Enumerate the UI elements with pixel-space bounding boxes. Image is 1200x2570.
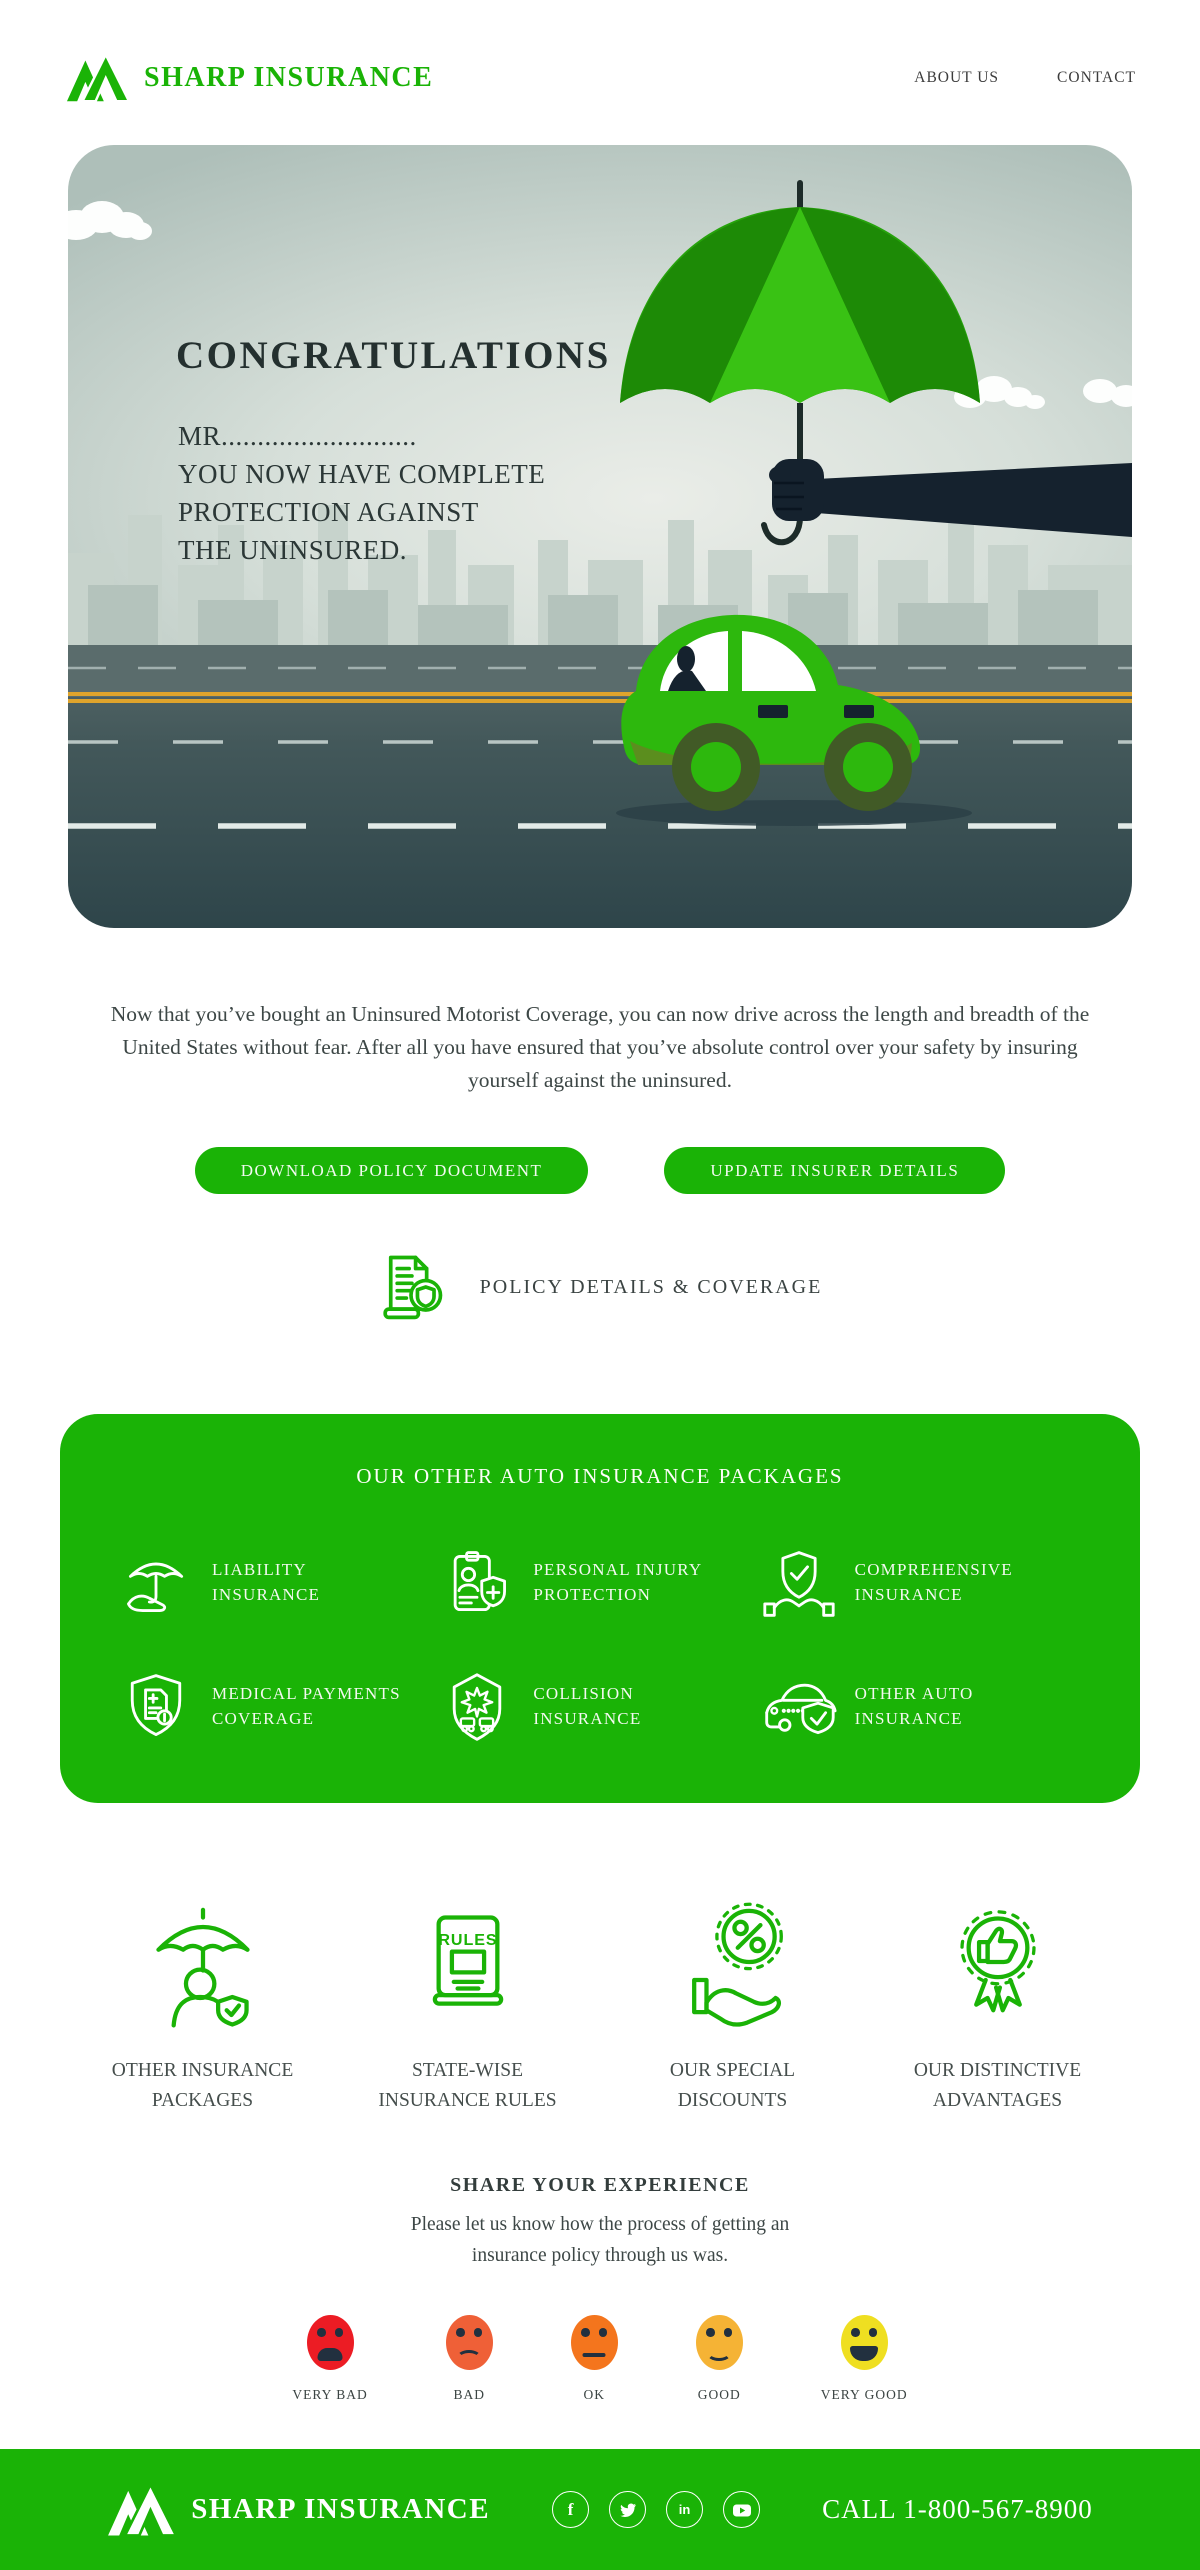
update-insurer-button[interactable]: UPDATE INSURER DETAILS bbox=[664, 1147, 1005, 1194]
intro-paragraph: Now that you’ve bought an Uninsured Motorist Coverage, you can now drive across the length and breadth of the United States without fear. After all you have ensured that you’ve absolute control over your safety by insuring yourself against the uninsured. bbox=[110, 1002, 1090, 1092]
rules-book-icon bbox=[397, 1891, 539, 2033]
rating-very-bad[interactable]: VERY BAD bbox=[292, 2315, 367, 2403]
package-comprehensive[interactable]: COMPREHENSIVE INSURANCE bbox=[761, 1545, 1082, 1621]
very-bad-face-icon[interactable] bbox=[307, 2315, 354, 2370]
footer bbox=[0, 2449, 1200, 2570]
policy-details-link[interactable] bbox=[0, 1252, 1200, 1322]
packages-panel bbox=[60, 1414, 1140, 1803]
package-medical-payments[interactable]: MEDICAL PAYMENTS COVERAGE bbox=[118, 1669, 439, 1745]
hero-salutation: MR........................... bbox=[178, 421, 417, 451]
packages-title: OUR OTHER AUTO INSURANCE PACKAGES bbox=[356, 1464, 844, 1488]
feature-state-rules[interactable]: RULES STATE-WISE INSURANCE RULES bbox=[335, 1891, 600, 2116]
discount-hand-icon bbox=[662, 1891, 804, 2033]
call-phone-link[interactable]: CALL 1-800-567-8900 bbox=[822, 2494, 1093, 2525]
car-shadow bbox=[616, 800, 972, 826]
footer-brand bbox=[107, 2481, 490, 2539]
hero-message: MR........................... YOU NOW HAVE COMPLETE PROTECTION AGAINST THE UNINSURED. bbox=[178, 417, 545, 569]
ok-face-icon[interactable] bbox=[571, 2315, 618, 2370]
header bbox=[0, 0, 1200, 145]
nav-contact[interactable]: CONTACT bbox=[1057, 68, 1136, 86]
person-umbrella-icon bbox=[132, 1891, 274, 2033]
package-personal-injury[interactable]: PERSONAL INJURY PROTECTION bbox=[439, 1545, 760, 1621]
hero-title: CONGRATULATIONS bbox=[176, 334, 611, 377]
policy-document-icon bbox=[378, 1252, 444, 1322]
rules-book-title: RULES bbox=[437, 1930, 498, 1949]
feedback-text: Please let us know how the process of getting an insurance policy through us was. bbox=[410, 2214, 790, 2267]
features-row bbox=[70, 1891, 1130, 2116]
mountain-logo-icon bbox=[66, 51, 130, 105]
feature-advantages[interactable]: OUR DISTINCTIVE ADVANTAGES bbox=[865, 1891, 1130, 2116]
policy-details-label: POLICY DETAILS & COVERAGE bbox=[479, 1275, 823, 1298]
feature-other-packages[interactable]: OTHER INSURANCE PACKAGES bbox=[70, 1891, 335, 2116]
youtube-icon[interactable] bbox=[723, 2491, 760, 2528]
brand-name: SHARP INSURANCE bbox=[144, 61, 434, 93]
hand bbox=[769, 459, 824, 521]
packages-grid bbox=[118, 1545, 1082, 1745]
feedback-section bbox=[0, 2174, 1200, 2403]
download-policy-button[interactable]: DOWNLOAD POLICY DOCUMENT bbox=[195, 1147, 589, 1194]
feedback-title: SHARE YOUR EXPERIENCE bbox=[450, 2174, 750, 2197]
good-face-icon[interactable] bbox=[696, 2315, 743, 2370]
bad-face-icon[interactable] bbox=[446, 2315, 493, 2370]
rating-good[interactable]: GOOD bbox=[696, 2315, 743, 2403]
rating-bad[interactable]: BAD bbox=[446, 2315, 493, 2403]
nav-about-us[interactable]: ABOUT US bbox=[914, 68, 1000, 86]
package-liability[interactable]: LIABILITY INSURANCE bbox=[118, 1545, 439, 1621]
mountain-logo-icon bbox=[107, 2481, 177, 2539]
header-brand[interactable] bbox=[66, 51, 433, 105]
feature-discounts[interactable]: OUR SPECIAL DISCOUNTS bbox=[600, 1891, 865, 2116]
award-thumbs-icon bbox=[927, 1891, 1069, 2033]
shield-hands-icon bbox=[761, 1545, 837, 1621]
collision-shield-icon bbox=[439, 1669, 515, 1745]
medical-shield-icon bbox=[118, 1669, 194, 1745]
footer-brand-name: SHARP INSURANCE bbox=[191, 2493, 491, 2526]
rating-very-good[interactable]: VERY GOOD bbox=[821, 2315, 908, 2403]
road-far-lane bbox=[68, 645, 1132, 697]
action-buttons bbox=[0, 1147, 1200, 1194]
hero-banner bbox=[68, 145, 1132, 928]
package-other-auto[interactable]: OTHER AUTO INSURANCE bbox=[761, 1669, 1082, 1745]
umbrella-hand-icon bbox=[118, 1545, 194, 1621]
rating-ok[interactable]: OK bbox=[571, 2315, 618, 2403]
package-collision[interactable]: COLLISION INSURANCE bbox=[439, 1669, 760, 1745]
very-good-face-icon[interactable] bbox=[841, 2315, 888, 2370]
facebook-icon[interactable]: f bbox=[552, 2491, 589, 2528]
header-nav bbox=[914, 69, 1136, 87]
rating-row bbox=[0, 2315, 1200, 2403]
car-shield-icon bbox=[761, 1669, 837, 1745]
social-links bbox=[552, 2491, 760, 2528]
injury-card-shield-icon bbox=[439, 1545, 515, 1621]
linkedin-icon[interactable]: in bbox=[666, 2491, 703, 2528]
twitter-icon[interactable] bbox=[609, 2491, 646, 2528]
